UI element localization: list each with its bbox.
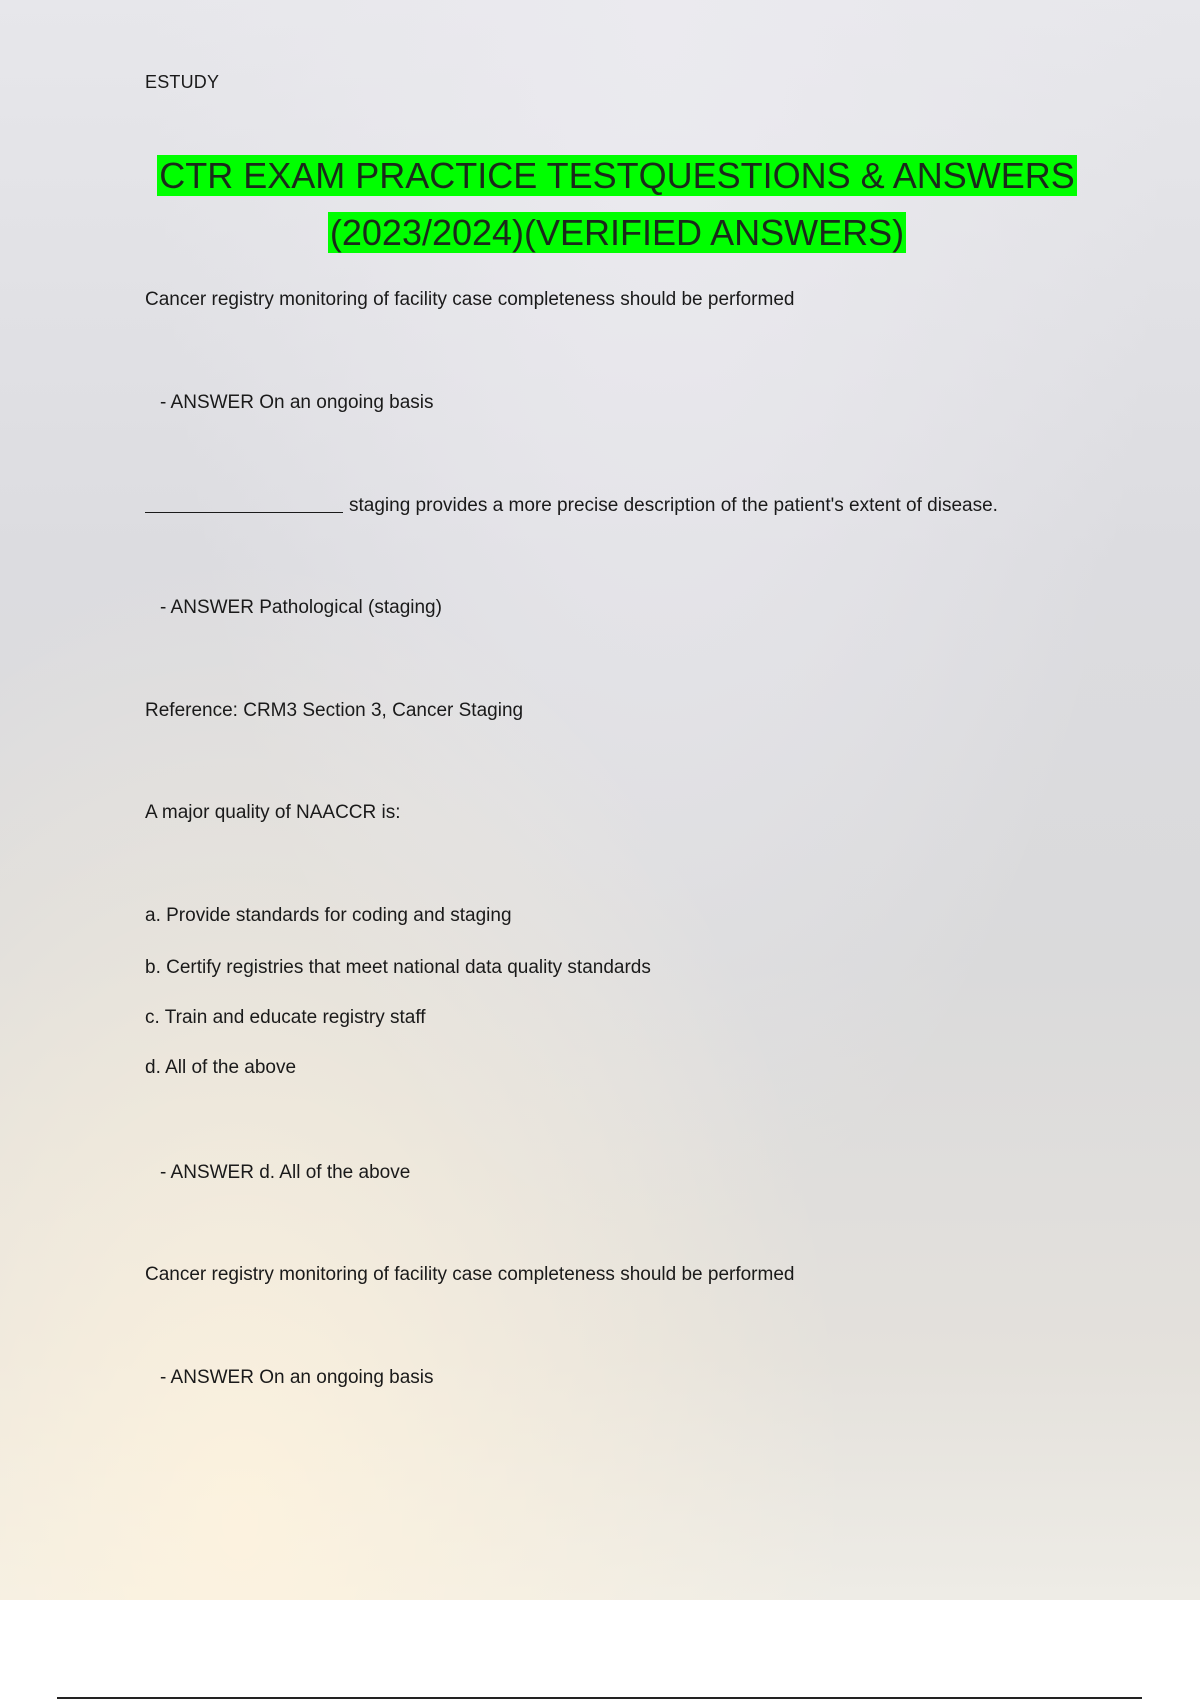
question-2-text: staging provides a more precise description of the patient's extent of disease. bbox=[349, 495, 998, 516]
document-title-line-1 bbox=[0, 152, 1200, 200]
question-4: Cancer registry monitoring of facility case completeness should be performed bbox=[145, 1264, 795, 1285]
header-label: ESTUDY bbox=[145, 72, 220, 92]
question-3: A major quality of NAACCR is: bbox=[145, 802, 401, 823]
answer-4: - ANSWER On an ongoing basis bbox=[160, 1367, 434, 1388]
title-highlight-2: (2023/2024)(VERIFIED ANSWERS) bbox=[329, 212, 905, 253]
document-title-line-2 bbox=[0, 209, 1200, 257]
fill-in-blank bbox=[145, 512, 343, 513]
answer-2: - ANSWER Pathological (staging) bbox=[160, 597, 442, 618]
answer-1: - ANSWER On an ongoing basis bbox=[160, 392, 434, 413]
option-b: b. Certify registries that meet national data quality standards bbox=[145, 957, 651, 978]
option-c: c. Train and educate registry staff bbox=[145, 1007, 426, 1028]
title-highlight-1: CTR EXAM PRACTICE TESTQUESTIONS & ANSWERS bbox=[159, 155, 1075, 196]
option-d: d. All of the above bbox=[145, 1057, 297, 1078]
option-a: a. Provide standards for coding and staging bbox=[145, 905, 512, 926]
reference-line: Reference: CRM3 Section 3, Cancer Staging bbox=[145, 700, 524, 721]
answer-3: - ANSWER d. All of the above bbox=[160, 1162, 411, 1183]
question-2 bbox=[145, 495, 998, 517]
footer-rule bbox=[57, 1697, 1142, 1699]
question-1: Cancer registry monitoring of facility case completeness should be performed bbox=[145, 289, 795, 310]
